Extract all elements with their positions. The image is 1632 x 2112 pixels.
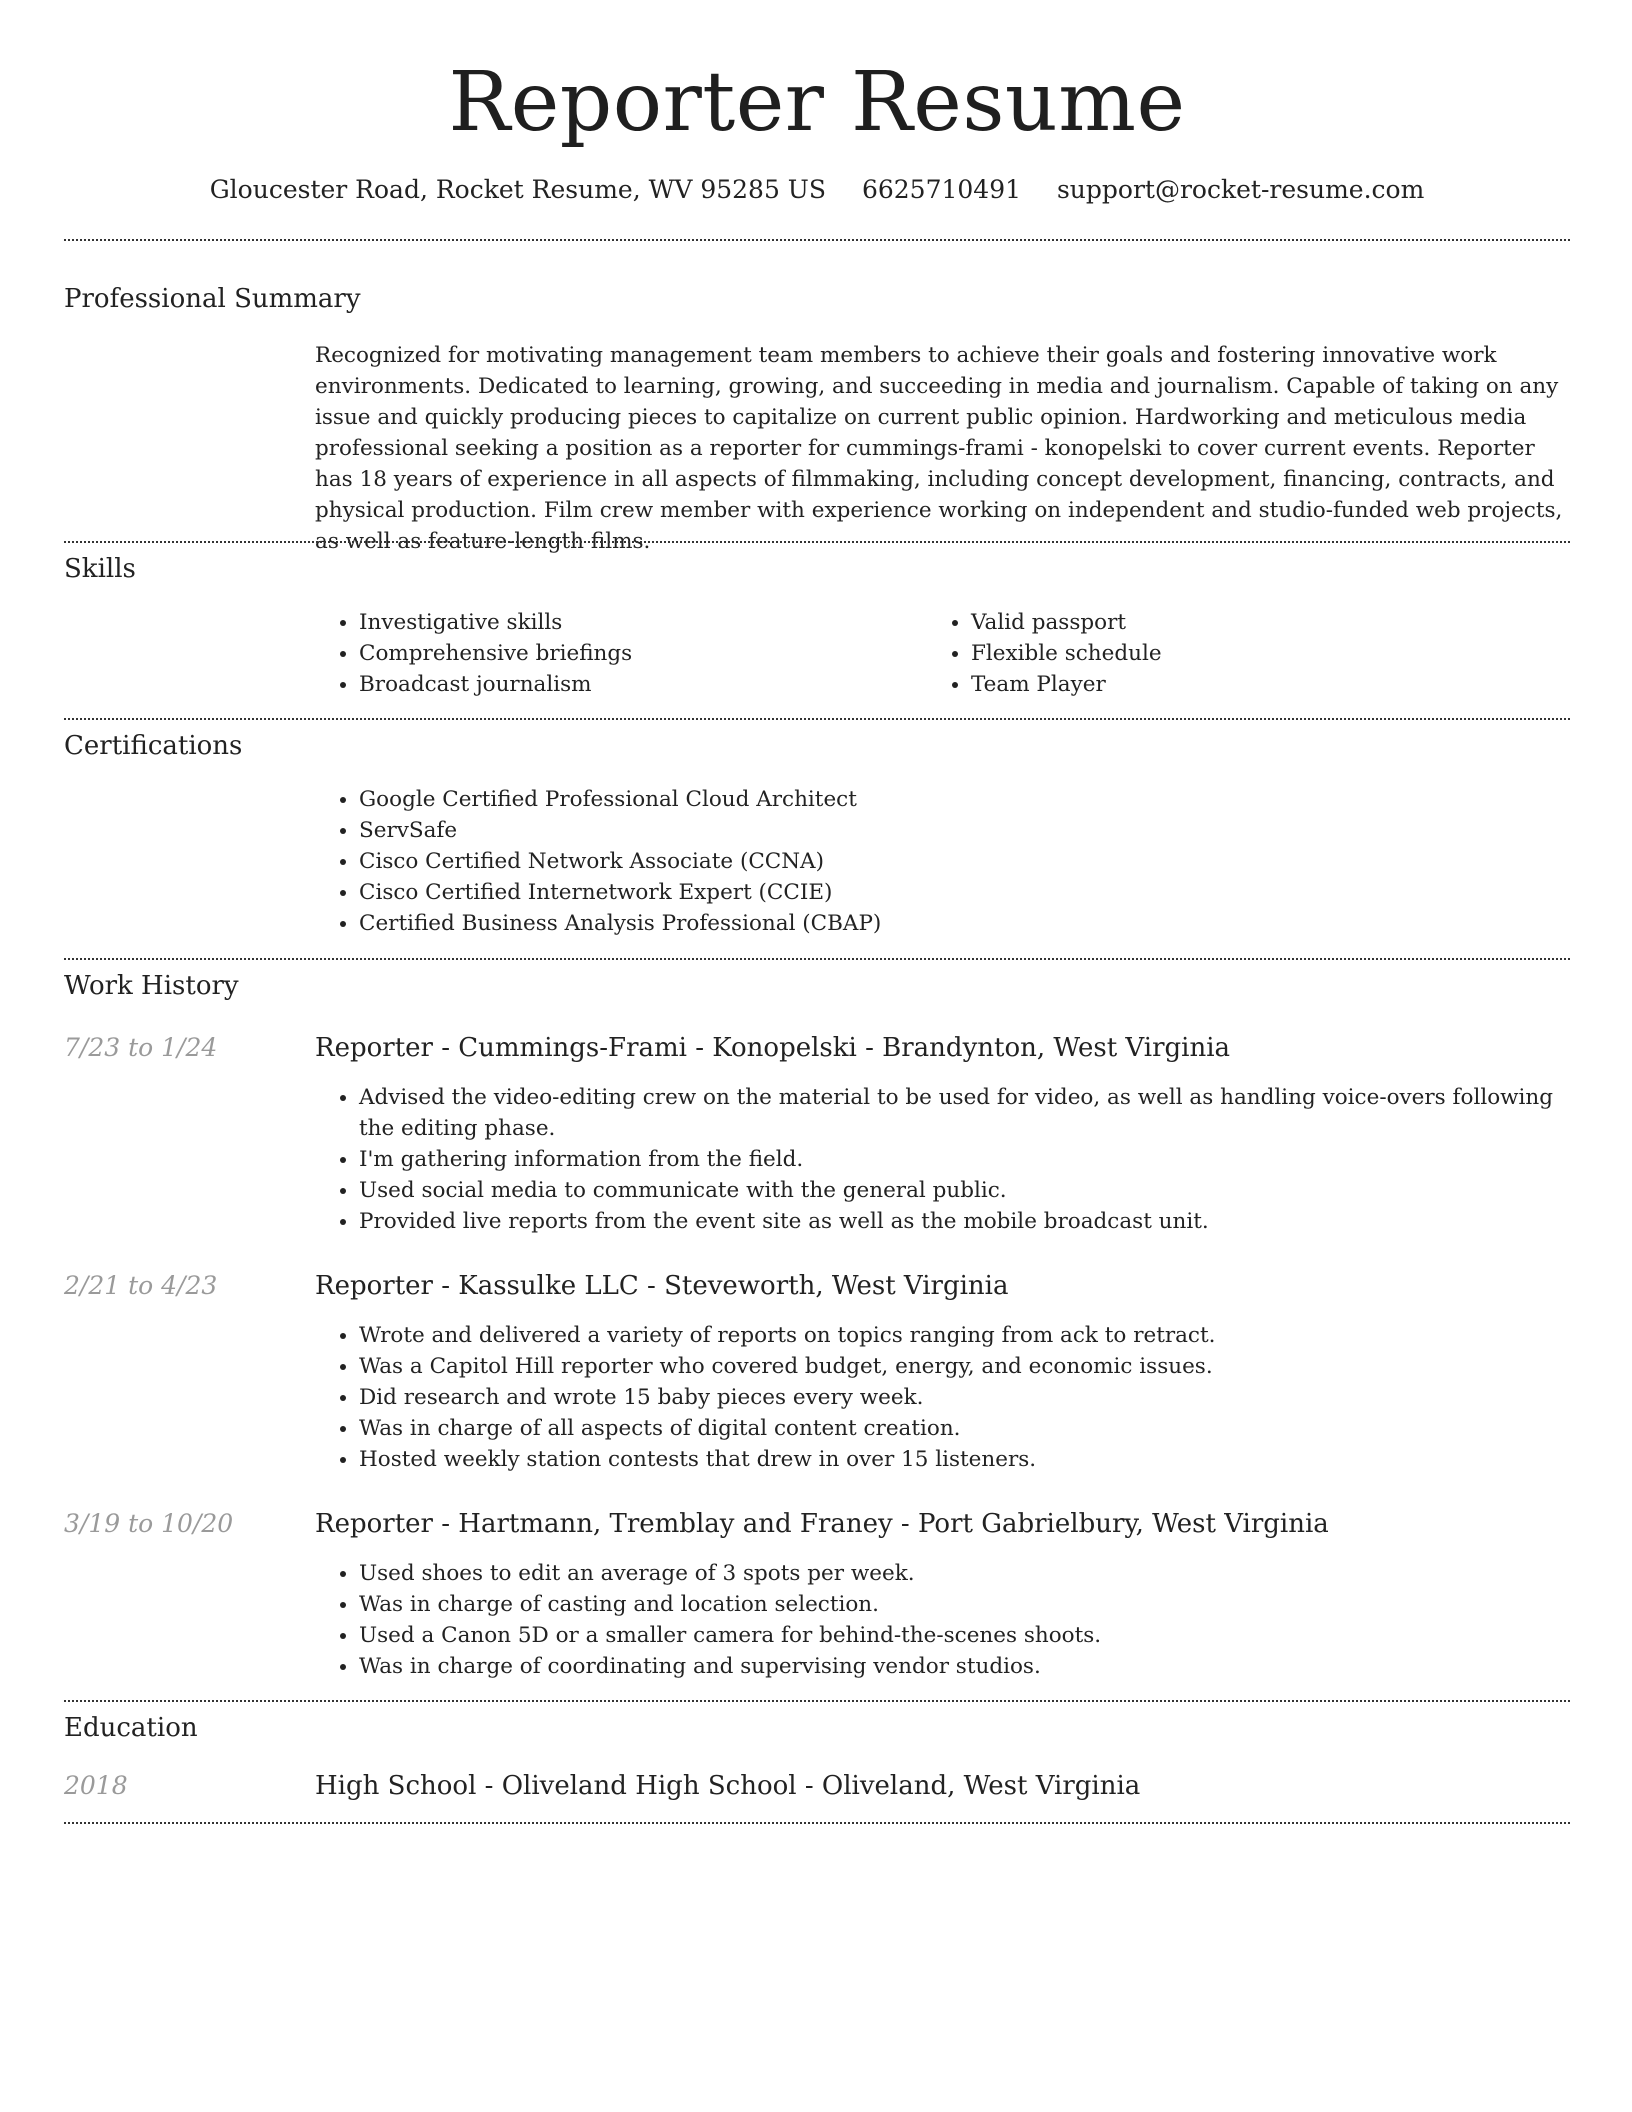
skills-list-left: [315, 607, 915, 700]
job-bullet: • Was in charge of casting and location selection.: [359, 1589, 1570, 1620]
skill-item: • Team Player: [971, 669, 1527, 700]
section-title-work-history: Work History: [64, 971, 239, 1001]
job-bullet: • Used a Canon 5D or a smaller camera for behind-the-scenes shoots.: [359, 1620, 1570, 1651]
divider: [64, 958, 1570, 960]
job-bullet: • Was in charge of coordinating and supervising vendor studios.: [359, 1651, 1570, 1682]
job-dates: 3/19 to 10/20: [64, 1509, 234, 1538]
job-bullet: • Used shoes to edit an average of 3 spots per week.: [359, 1558, 1570, 1589]
job-bullet: • I'm gathering information from the field.: [359, 1144, 1570, 1175]
skill-item: • Broadcast journalism: [359, 669, 915, 700]
section-title-summary: Professional Summary: [64, 284, 361, 314]
skill-item: • Investigative skills: [359, 607, 915, 638]
divider: [64, 239, 1570, 241]
job-bullets: [315, 1320, 1570, 1475]
job-bullet: • Was in charge of all aspects of digital content creation.: [359, 1413, 1570, 1444]
job-bullet: • Hosted weekly station contests that drew in over 15 listeners.: [359, 1444, 1570, 1475]
education-year: 2018: [64, 1771, 128, 1800]
divider: [64, 1822, 1570, 1824]
job-dates: 2/21 to 4/23: [64, 1271, 218, 1300]
job-dates: 7/23 to 1/24: [64, 1033, 218, 1062]
section-title-education: Education: [64, 1713, 198, 1743]
contact-address: Gloucester Road, Rocket Resume, WV 95285 US: [209, 175, 826, 204]
job-title: Reporter - Cummings-Frami - Konopelski - Brandynton, West Virginia: [315, 1033, 1231, 1063]
job-bullets: [315, 1558, 1570, 1682]
divider: [64, 541, 1570, 543]
certification-item: • Cisco Certified Internetwork Expert (CCIE): [359, 877, 1570, 908]
certification-item: • ServSafe: [359, 815, 1570, 846]
section-title-skills: Skills: [64, 554, 136, 584]
skills-list-right: [927, 607, 1527, 700]
job-title: Reporter - Hartmann, Tremblay and Franey - Port Gabrielbury, West Virginia: [315, 1509, 1329, 1539]
divider: [64, 718, 1570, 720]
section-title-certifications: Certifications: [64, 731, 243, 761]
job-bullet: • Was a Capitol Hill reporter who covered budget, energy, and economic issues.: [359, 1351, 1570, 1382]
contact-line: [64, 170, 1570, 210]
job-bullet: • Advised the video-editing crew on the material to be used for video, as well as handling voice-overs following the editing phase.: [359, 1082, 1570, 1144]
resume-name: Reporter Resume: [448, 55, 1186, 150]
job-bullet: • Used social media to communicate with the general public.: [359, 1175, 1570, 1206]
certification-item: • Certified Business Analysis Professional (CBAP): [359, 908, 1570, 939]
summary-text: Recognized for motivating management team members to achieve their goals and fostering innovative work environments. Dedicated to learning, growing, and succeeding in media and journalism. Capable of taking on any issue and quickly producing pieces to capitalize on current public opinion. Hardworking and meticulous media professional seeking a position as a reporter for cummings-frami - konopelski to cover current events. Reporter has 18 years of experience in all aspects of filmmaking, including concept development, financing, contracts, and physical production. Film crew member with experience working on independent and studio-funded web projects, as well as feature-length films.: [315, 343, 1563, 554]
contact-phone: 6625710491: [861, 175, 1022, 204]
job-bullets: [315, 1082, 1570, 1237]
job-bullet: • Wrote and delivered a variety of reports on topics ranging from ack to retract.: [359, 1320, 1570, 1351]
skill-item: • Valid passport: [971, 607, 1527, 638]
certification-item: • Google Certified Professional Cloud Architect: [359, 784, 1570, 815]
job-bullet: • Provided live reports from the event site as well as the mobile broadcast unit.: [359, 1206, 1570, 1237]
job-bullet: • Did research and wrote 15 baby pieces every week.: [359, 1382, 1570, 1413]
certifications-list: [315, 784, 1570, 939]
skill-item: • Comprehensive briefings: [359, 638, 915, 669]
skill-item: • Flexible schedule: [971, 638, 1527, 669]
certification-item: • Cisco Certified Network Associate (CCNA): [359, 846, 1570, 877]
divider: [64, 1700, 1570, 1702]
job-title: Reporter - Kassulke LLC - Steveworth, West Virginia: [315, 1271, 1009, 1301]
education-title: High School - Oliveland High School - Oliveland, West Virginia: [315, 1771, 1141, 1801]
contact-email: support@rocket-resume.com: [1056, 175, 1425, 204]
